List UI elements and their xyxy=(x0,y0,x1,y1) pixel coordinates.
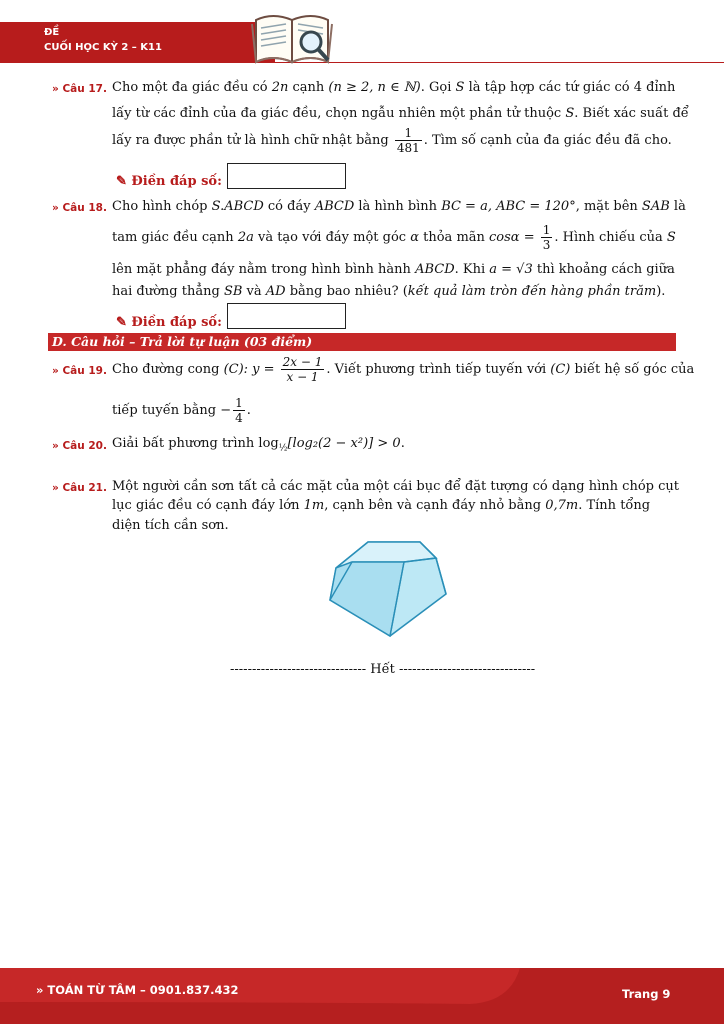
header-subtitle: CUỐI HỌC KỲ 2 – K11 xyxy=(44,42,162,53)
header-rule xyxy=(0,62,724,63)
question-17-line-1: Cho một đa giác đều có 2n cạnh (n ≥ 2, n ∈ ℕ). Gọi S là tập hợp các tứ giác có 4 đỉnh xyxy=(112,80,676,95)
question-18-line-1: Cho hình chóp S.ABCD có đáy ABCD là hình bình BC = a, ABC = 120°, mặt bên SAB là xyxy=(112,199,686,214)
header-title: ĐỀ xyxy=(44,27,60,38)
question-18-line-2: tam giác đều cạnh 2a và tạo với đáy một góc α thỏa mãn cosα = $\frac{1}{3}$ . Hình chiếu của S xyxy=(112,223,676,252)
question-17-line-3: lấy ra được phần tử là hình chữ nhật bằng $\frac{1}{481}$ . Tìm số cạnh của đa giác đều đã cho. xyxy=(112,126,672,155)
question-21-label: » Câu 21. xyxy=(52,482,107,494)
answer-label-17: ✎ Điền đáp số: xyxy=(116,174,222,189)
question-17-line-2: lấy từ các đỉnh của đa giác đều, chọn ngẫu nhiên một phần tử thuộc S. Biết xác suất để xyxy=(112,106,689,121)
question-21-line-3: diện tích cần sơn. xyxy=(112,518,229,533)
question-20-label: » Câu 20. xyxy=(52,440,107,452)
footer-page-number: Trang 9 xyxy=(622,987,671,1001)
fraction-2x-1-over-x-1: $\frac{2x - 1}{x - 1}$ xyxy=(282,355,323,384)
question-21-line-1: Một người cần sơn tất cả các mặt của một cái bục để đặt tượng có dạng hình chóp cụt xyxy=(112,479,679,494)
end-marker: ------------------------------- Hết ------------------------------- xyxy=(230,662,536,677)
open-book-magnifier-icon xyxy=(248,6,338,70)
hexagonal-frustum-figure xyxy=(328,538,460,638)
question-17-label: » Câu 17. xyxy=(52,83,107,95)
question-18-line-3: lên mặt phẳng đáy nằm trong hình bình hành ABCD. Khi a = √3 thì khoảng cách giữa xyxy=(112,262,675,277)
question-19-line-2: tiếp tuyến bằng − $\frac{1}{4}$ . xyxy=(112,396,251,425)
fraction-1-3: $\frac{1}{3}$ xyxy=(542,223,551,252)
question-18-line-4: hai đường thẳng SB và AD bằng bao nhiêu? (kết quả làm tròn đến hàng phần trăm). xyxy=(112,284,666,299)
question-19-line-1: Cho đường cong (C): y = $\frac{2x - 1}{x - 1}$ . Viết phương trình tiếp tuyến với (C) biết hệ số góc của xyxy=(112,355,695,384)
question-20-line-1: Giải bất phương trình $\log_{\frac{1}{2}}[\log_2(2 - x^2)] > 0$. xyxy=(112,436,405,454)
answer-box-17[interactable] xyxy=(227,163,346,189)
footer-brand: » TOÁN TỪ TÂM – 0901.837.432 xyxy=(36,983,239,997)
answer-box-18[interactable] xyxy=(227,303,346,329)
question-18-label: » Câu 18. xyxy=(52,202,107,214)
question-19-label: » Câu 19. xyxy=(52,365,107,377)
fraction-1-481: $\frac{1}{481}$ xyxy=(396,126,420,155)
answer-label-18: ✎ Điền đáp số: xyxy=(116,315,222,330)
fraction-1-4: $\frac{1}{4}$ xyxy=(235,396,243,425)
section-d-heading: D. Câu hỏi – Trả lời tự luận (03 điểm) xyxy=(48,333,676,351)
question-21-line-2: lục giác đều có cạnh đáy lớn 1m, cạnh bên và cạnh đáy nhỏ bằng 0,7m. Tính tổng xyxy=(112,498,651,513)
